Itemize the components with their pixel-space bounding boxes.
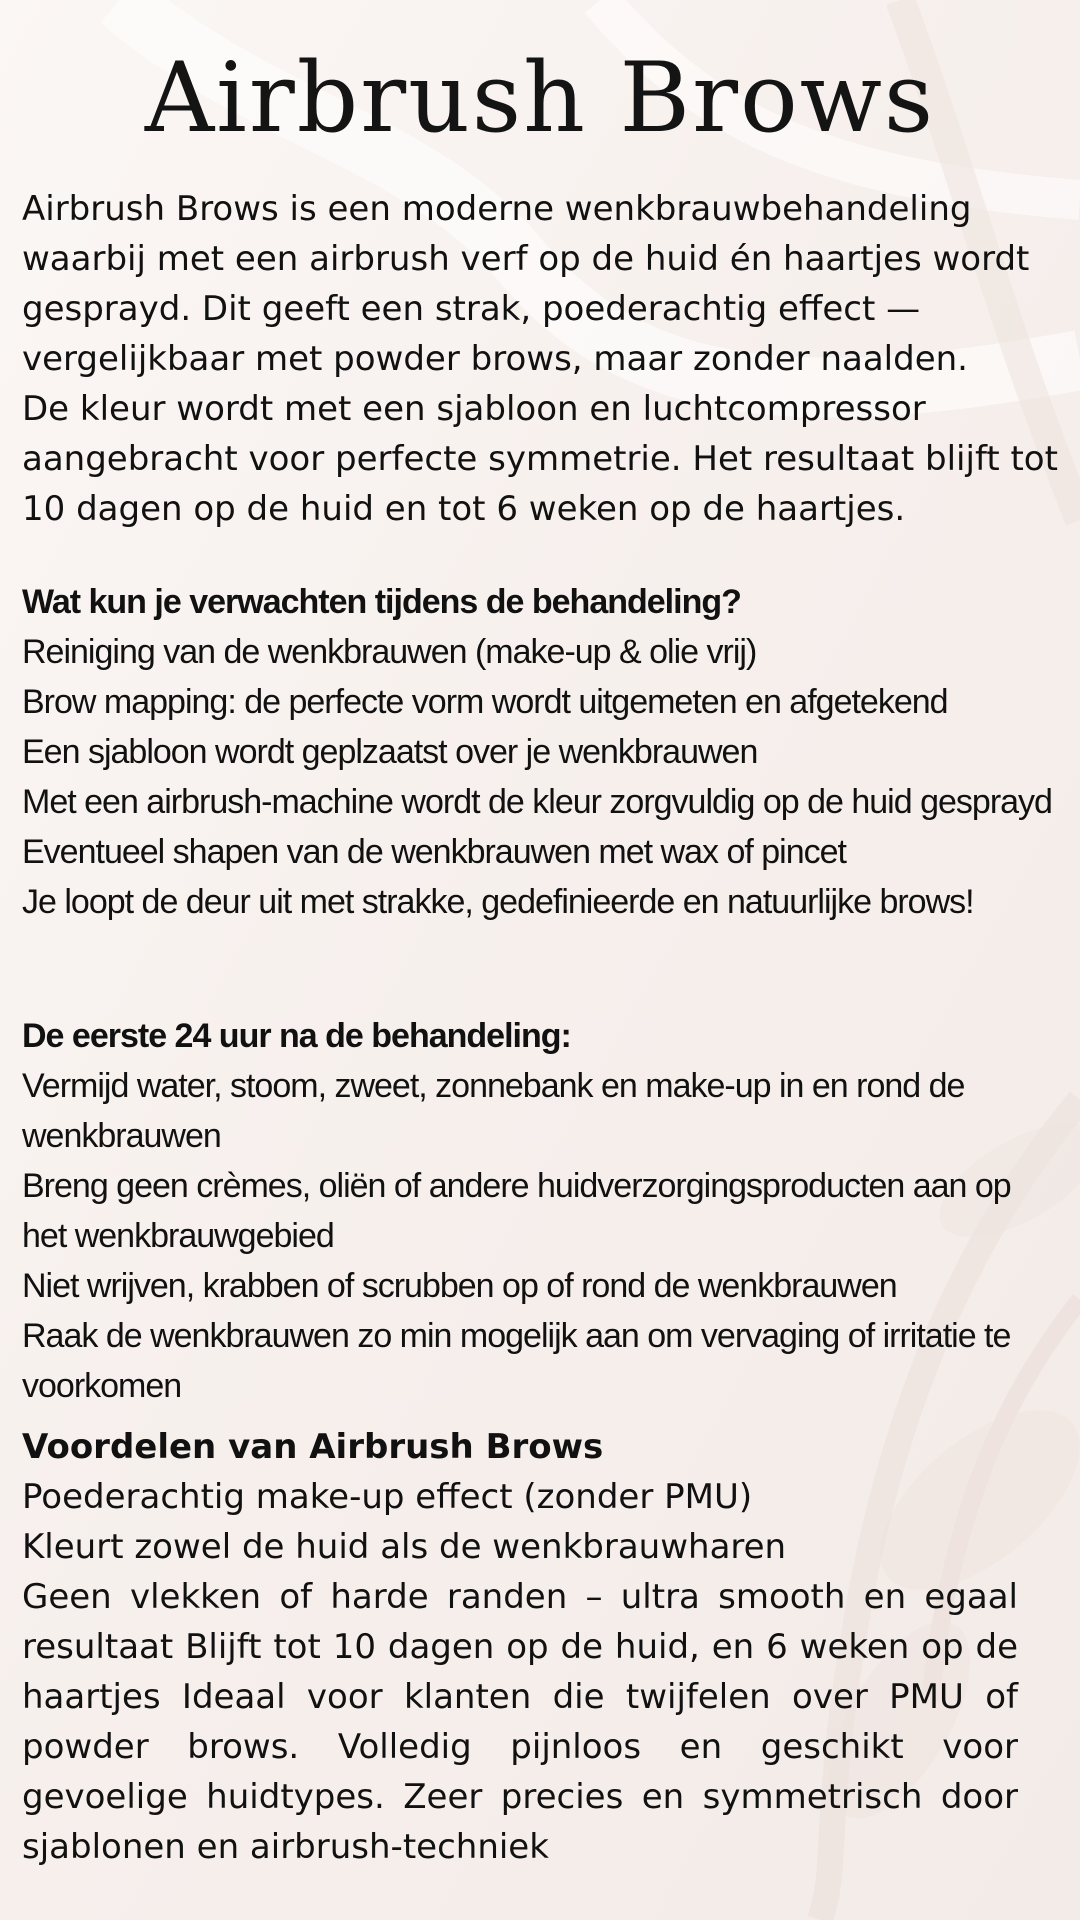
benefits-section (22, 1422, 1018, 1872)
list-item: Reiniging van de wenkbrauwen (make-up & olie vrij) (22, 633, 757, 671)
treatment-steps-list (22, 627, 1062, 927)
list-item: Eventueel shapen van de wenkbrauwen met wax of pincet (22, 833, 846, 871)
list-item: Niet wrijven, krabben of scrubben op of rond de wenkbrauwen (22, 1267, 897, 1305)
aftercare-list (22, 1061, 1062, 1411)
benefits-paragraph: Geen vlekken of harde randen – ultra smooth en egaal resultaat Blijft tot 10 dagen op de huid, en 6 weken op de haartjes Ideaal voor klanten die twijfelen over PMU of powder brows. Volledig pijnloos en geschikt voor gevoelige huidtypes. Zeer precies en symmetrisch door sjablonen en airbrush-techniek (22, 1577, 1018, 1867)
intro-paragraph: De kleur wordt met een sjabloon en luchtcompressor aangebracht voor perfecte symmetrie. Het resultaat blijft tot 10 dagen op de huid en tot 6 weken op de haartjes. (22, 389, 1058, 529)
section-heading: De eerste 24 uur na de behandeling: (22, 1017, 571, 1055)
list-item: Brow mapping: de perfecte vorm wordt uitgemeten en afgetekend (22, 683, 948, 721)
treatment-steps-section (22, 577, 1062, 927)
list-item: Vermijd water, stoom, zweet, zonnebank en make-up in en rond de wenkbrauwen (22, 1067, 965, 1155)
list-item: Met een airbrush-machine wordt de kleur zorgvuldig op de huid gesprayd (22, 783, 1052, 821)
section-heading: Wat kun je verwachten tijdens de behandeling? (22, 583, 741, 621)
aftercare-section (22, 1011, 1062, 1411)
section-heading: Voordelen van Airbrush Brows (22, 1427, 604, 1467)
benefit-line: Poederachtig make-up effect (zonder PMU) (22, 1477, 753, 1517)
intro-paragraph: Airbrush Brows is een moderne wenkbrauwbehandeling waarbij met een airbrush verf op de huid én haartjes wordt gesprayd. Dit geeft een strak, poederachtig effect — vergelijkbaar met powder brows, maar zonder naalden. (22, 189, 1030, 379)
list-item: Je loopt de deur uit met strakke, gedefinieerde en natuurlijke brows! (22, 883, 974, 921)
list-item: Raak de wenkbrauwen zo min mogelijk aan om vervaging of irritatie te voorkomen (22, 1317, 1011, 1405)
page-title: Airbrush Brows (144, 42, 936, 154)
list-item: Breng geen crèmes, oliën of andere huidverzorgingsproducten aan op het wenkbrauwgebied (22, 1167, 1011, 1255)
list-item: Een sjabloon wordt geplzaatst over je wenkbrauwen (22, 733, 758, 771)
benefit-line: Kleurt zowel de huid als de wenkbrauwharen (22, 1527, 787, 1567)
intro-section (22, 184, 1062, 534)
